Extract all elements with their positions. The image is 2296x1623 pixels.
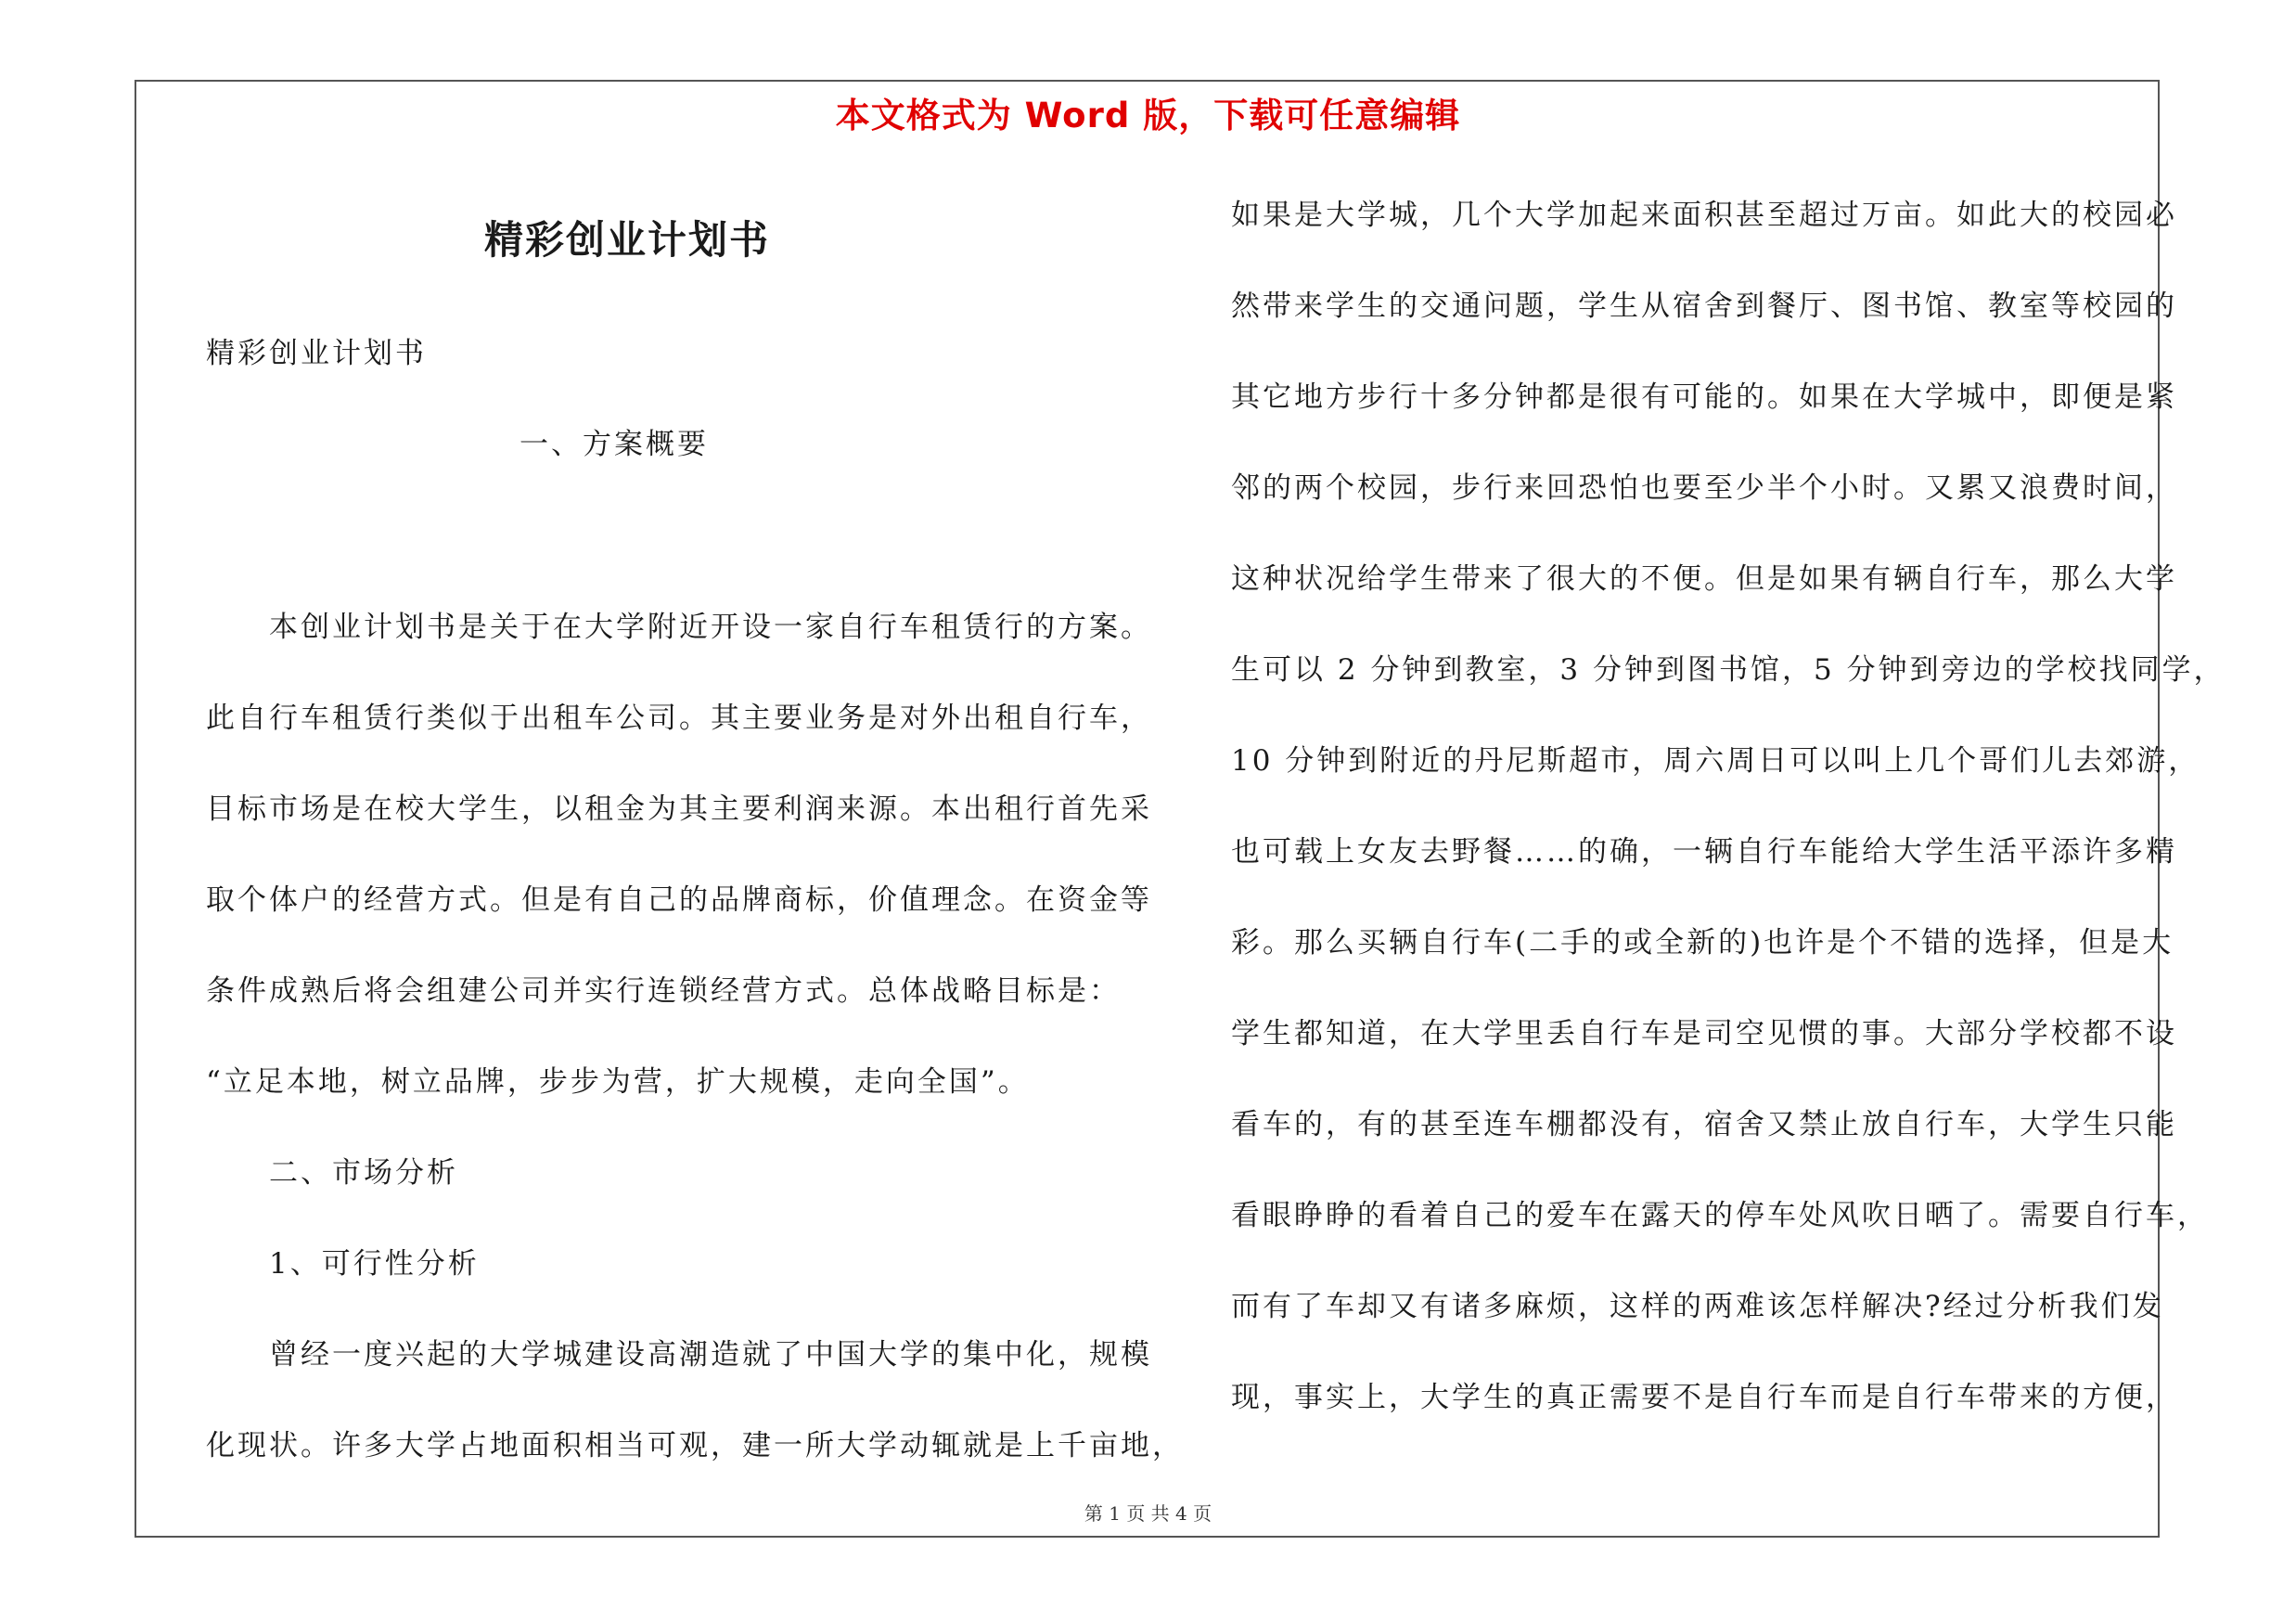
editable-format-banner: 本文格式为 Word 版，下载可任意编辑 [835, 96, 1461, 135]
paragraph-line: 条件成熟后将会组建公司并实行连锁经营方式。总体战略目标是： [206, 974, 1121, 1008]
paragraph-line: 化现状。许多大学占地面积相当可观，建一所大学动辄就是上千亩地， [206, 1429, 1184, 1462]
paragraph-line: 其它地方步行十多分钟都是很有可能的。如果在大学城中，即便是紧 [1231, 380, 2177, 414]
paragraph-line: 也可载上女友去野餐……的确，一辆自行车能给大学生活平添许多精 [1231, 835, 2177, 869]
paragraph-line: 如果是大学城，几个大学加起来面积甚至超过万亩。如此大的校园必 [1231, 199, 2177, 232]
page-number-footer: 第 1 页 共 4 页 [1084, 1502, 1212, 1525]
paragraph-line: 彩。那么买辆自行车(二手的或全新的)也许是个不错的选择，但是大 [1231, 926, 2174, 960]
subsection-heading: 1、可行性分析 [269, 1247, 480, 1281]
paragraph-line: 曾经一度兴起的大学城建设高潮造就了中国大学的集中化，规模 [269, 1338, 1152, 1372]
section-heading: 二、市场分析 [269, 1156, 458, 1190]
paragraph-line: 目标市场是在校大学生，以租金为其主要利润来源。本出租行首先采 [206, 792, 1152, 826]
paragraph-line: 看车的，有的甚至连车棚都没有，宿舍又禁止放自行车，大学生只能 [1231, 1108, 2177, 1141]
paragraph-line: 此自行车租赁行类似于出租车公司。其主要业务是对外出租自行车， [206, 702, 1152, 735]
paragraph-line: 现，事实上，大学生的真正需要不是自行车而是自行车带来的方便， [1231, 1381, 2177, 1414]
paragraph-line: 学生都知道，在大学里丢自行车是司空见惯的事。大部分学校都不设 [1231, 1017, 2177, 1050]
paragraph-line: 而有了车却又有诸多麻烦，这样的两难该怎样解决?经过分析我们发 [1231, 1290, 2164, 1323]
paragraph-line: 精彩创业计划书 [206, 337, 427, 370]
paragraph-line: 邻的两个校园，步行来回恐怕也要至少半个小时。又累又浪费时间， [1231, 471, 2177, 505]
paragraph-line: 看眼睁睁的看着自己的爱车在露天的停车处风吹日晒了。需要自行车， [1231, 1199, 2209, 1232]
paragraph-line: 这种状况给学生带来了很大的不便。但是如果有辆自行车，那么大学 [1231, 562, 2177, 596]
paragraph-line: 生可以 2 分钟到教室，3 分钟到图书馆，5 分钟到旁边的学校找同学， [1231, 653, 2225, 687]
section-heading: 一、方案概要 [519, 428, 709, 461]
document-title: 精彩创业计划书 [484, 217, 771, 263]
paragraph-line: 取个体户的经营方式。但是有自己的品牌商标，价值理念。在资金等 [206, 883, 1152, 917]
paragraph-line: 10 分钟到附近的丹尼斯超市，周六周日可以叫上几个哥们儿去郊游， [1231, 744, 2200, 778]
paragraph-line: 本创业计划书是关于在大学附近开设一家自行车租赁行的方案。 [269, 611, 1152, 644]
paragraph-line: 然带来学生的交通问题，学生从宿舍到餐厅、图书馆、教室等校园的 [1231, 290, 2177, 323]
paragraph-line: “立足本地，树立品牌，步步为营，扩大规模，走向全国”。 [206, 1065, 1030, 1099]
